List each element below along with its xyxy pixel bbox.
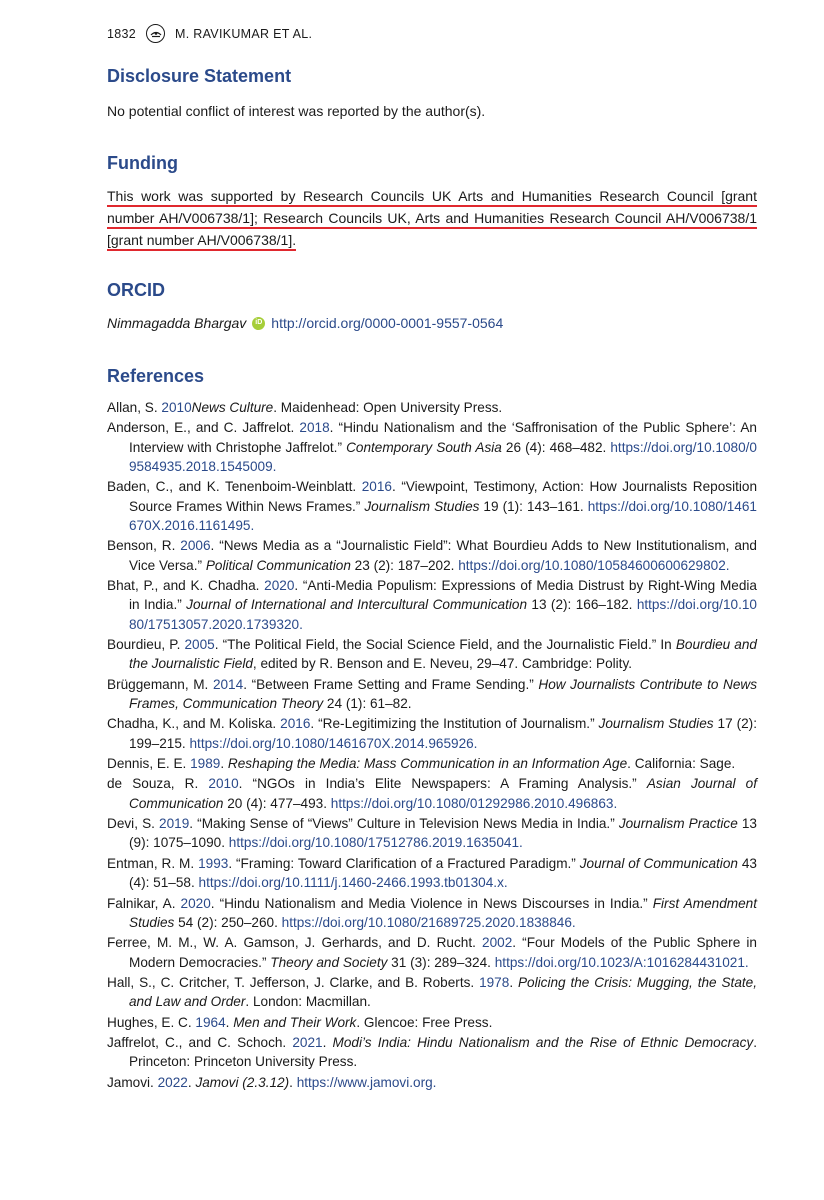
reference-details: . London: Macmillan. [245, 994, 371, 1010]
reference-details: 13 (2): 166–182. [527, 597, 637, 613]
reference-title: . “Viewpoint, Testimony, Action: How Journalists Reposition Source Frames Within News Frames.” [129, 479, 758, 514]
orcid-entry [107, 312, 757, 334]
reference-item [107, 894, 757, 933]
reference-authors: Bourdieu, P. [107, 637, 185, 653]
reference-details: , edited by R. Benson and E. Neveu, 29–47. Cambridge: Polity. [252, 656, 633, 672]
reference-authors: Entman, R. M. [107, 855, 199, 871]
reference-doi-link[interactable]: https://doi.org/10.1080/1461670X.2014.965926. [189, 735, 478, 751]
funding-heading: Funding [107, 153, 178, 173]
reference-details: 54 (2): 250–260. [174, 914, 282, 930]
reference-year-link[interactable]: 2020 [180, 895, 211, 911]
reference-year-link[interactable]: 2010 [161, 400, 192, 415]
reference-item [107, 1073, 757, 1092]
reference-doi-link[interactable]: https://www.jamovi.org. [296, 1074, 437, 1090]
reference-authors: Benson, R. [107, 538, 181, 554]
funding-underlined-text: This work was supported by Research Councils UK Arts and Humanities Research Council [grant number AH/V006738/1]; Research Councils UK, Arts and Humanities Research Council AH/V006738/1 [grant number AH/V006738/1]. [107, 188, 757, 251]
reference-title: . “Between Frame Setting and Frame Sending.” [243, 676, 539, 692]
reference-title: . “News Media as a “Journalistic Field”: What Bourdieu Adds to New Institutionalism, and Vice Versa.” [129, 538, 757, 573]
reference-item [107, 398, 757, 417]
reference-item [107, 477, 757, 535]
reference-item [107, 774, 757, 813]
reference-item [107, 576, 757, 634]
reference-year-link[interactable]: 1993 [198, 855, 229, 871]
reference-details: . Glencoe: Free Press. [356, 1014, 493, 1030]
reference-title: . [225, 1014, 234, 1030]
reference-source: Asian Journal of Communication [129, 776, 757, 811]
running-title: M. RAVIKUMAR ET AL. [175, 26, 313, 41]
reference-authors: Ferree, M. M., W. A. Gamson, J. Gerhards, and D. Rucht. [107, 935, 483, 951]
reference-year-link[interactable]: 2021 [292, 1035, 323, 1050]
reference-doi-link[interactable]: https://doi.org/10.1080/01292986.2010.496863. [330, 795, 618, 811]
reference-authors: Chadha, K., and M. Koliska. [107, 716, 281, 732]
reference-source: Men and Their Work [233, 1014, 357, 1030]
reference-details: 24 (1): 61–82. [323, 696, 412, 712]
reference-source: News Culture [191, 400, 274, 415]
reference-doi-link[interactable]: https://doi.org/10.1080/21689725.2020.1838846. [281, 914, 576, 930]
reference-source: Contemporary South Asia [346, 439, 502, 455]
reference-item [107, 933, 757, 972]
reference-title: . [187, 1074, 196, 1090]
reference-year-link[interactable]: 1964 [195, 1014, 226, 1030]
reference-title: . “Four Models of the Public Sphere in Modern Democracies.” [129, 935, 757, 970]
publisher-logo-icon [146, 24, 165, 43]
reference-item [107, 536, 757, 575]
reference-authors: Dennis, E. E. [107, 756, 191, 772]
reference-details: 17 (2): 199–215. [129, 716, 757, 751]
reference-authors: Devi, S. [107, 816, 160, 832]
reference-year-link[interactable]: 2002 [482, 935, 513, 951]
reference-title: . “The Political Field, the Social Science Field, and the Journalistic Field.” In [214, 637, 676, 653]
reference-source: Journalism Studies [598, 716, 714, 732]
reference-details: 23 (2): 187–202. [350, 557, 459, 573]
reference-title: . [220, 756, 228, 772]
reference-doi-link[interactable]: https://doi.org/10.1111/j.1460-2466.1993.tb01304.x. [198, 875, 508, 891]
reference-item [107, 635, 757, 674]
reference-authors: Jamovi. [107, 1074, 158, 1090]
reference-details: . Princeton: Princeton University Press. [129, 1035, 757, 1070]
reference-title: . “Framing: Toward Clarification of a Fractured Paradigm.” [228, 855, 580, 871]
reference-doi-link[interactable]: https://doi.org/10.1080/10584600600629802. [458, 557, 730, 573]
reference-authors: Brüggemann, M. [107, 676, 213, 692]
reference-item [107, 1013, 757, 1032]
reference-source: Bourdieu and the Journalistic Field [129, 637, 757, 672]
reference-source: Reshaping the Media: Mass Communication in an Information Age [227, 756, 628, 772]
disclosure-text: No potential conflict of interest was reported by the author(s). [107, 103, 486, 119]
orcid-icon: iD [252, 317, 265, 330]
reference-authors: Baden, C., and K. Tenenboim-Weinblatt. [107, 479, 362, 495]
reference-source: Journalism Practice [618, 816, 738, 832]
reference-details: 19 (1): 143–161. [479, 498, 588, 514]
reference-source: Modi’s India: Hindu Nationalism and the Rise of Ethnic Democracy [332, 1035, 754, 1050]
reference-year-link[interactable]: 2006 [180, 538, 211, 554]
running-header [107, 24, 312, 43]
reference-authors: Anderson, E., and C. Jaffrelot. [107, 420, 300, 436]
reference-title: . “Re-Legitimizing the Institution of Journalism.” [310, 716, 599, 732]
reference-source: Jamovi (2.3.12) [195, 1074, 290, 1090]
funding-text [107, 185, 757, 251]
reference-doi-link[interactable]: https://doi.org/10.1080/1461670X.2016.1161495. [129, 498, 757, 533]
orcid-link[interactable]: http://orcid.org/0000-0001-9557-0564 [271, 315, 504, 331]
reference-item [107, 1033, 757, 1072]
reference-authors: Hughes, E. C. [107, 1014, 196, 1030]
disclosure-heading: Disclosure Statement [107, 66, 292, 86]
reference-year-link[interactable]: 2020 [264, 578, 295, 594]
page-number: 1832 [107, 26, 137, 41]
reference-title: . “NGOs in India’s Elite Newspapers: A Framing Analysis.” [238, 776, 647, 792]
reference-year-link[interactable]: 2019 [159, 816, 190, 832]
reference-title: . “Hindu Nationalism and Media Violence in News Discourses in India.” [210, 895, 653, 911]
reference-list [107, 398, 757, 1093]
reference-year-link[interactable]: 2018 [299, 420, 330, 436]
reference-source: Theory and Society [270, 954, 388, 970]
reference-title: . [322, 1035, 333, 1050]
reference-item [107, 854, 757, 893]
reference-doi-link[interactable]: https://doi.org/10.1080/17512786.2019.1635041. [228, 835, 523, 851]
reference-title: . [509, 974, 518, 990]
reference-source: Journal of International and Intercultural Communication [186, 597, 528, 613]
reference-year-link[interactable]: 2022 [157, 1074, 188, 1090]
orcid-heading: ORCID [107, 280, 165, 300]
reference-authors: Bhat, P., and K. Chadha. [107, 578, 265, 594]
reference-title: . “Hindu Nationalism and the ‘Saffronisation of the Public Sphere’: An Interview with Christophe Jaffrelot.” [129, 420, 757, 455]
reference-authors: Falnikar, A. [107, 895, 181, 911]
reference-title: . “Making Sense of “Views” Culture in Television News Media in India.” [189, 816, 619, 832]
reference-details: 26 (4): 468–482. [501, 439, 611, 455]
reference-title: . “Anti-Media Populism: Expressions of Media Distrust by Right-Wing Media in India.” [129, 578, 757, 613]
reference-year-link[interactable]: 2014 [212, 676, 244, 692]
reference-item [107, 754, 757, 773]
reference-year-link[interactable]: 1989 [190, 756, 221, 772]
orcid-author: Nimmagadda Bhargav [107, 315, 247, 331]
reference-item [107, 675, 757, 714]
reference-doi-link[interactable]: https://doi.org/10.1080/09584935.2018.1545009. [129, 439, 757, 474]
reference-item [107, 814, 757, 853]
reference-source: How Journalists Contribute to News Frames, Communication Theory [129, 676, 758, 712]
reference-details: . California: Sage. [627, 756, 736, 772]
reference-source: Journalism Studies [364, 498, 480, 514]
reference-details: 20 (4): 477–493. [223, 795, 331, 811]
reference-item [107, 714, 757, 753]
reference-doi-link[interactable]: https://doi.org/10.1080/17513057.2020.1739320. [129, 597, 757, 632]
reference-source: Policing the Crisis: Mugging, the State, and Law and Order [129, 974, 757, 1010]
reference-year-link[interactable]: 2005 [184, 637, 215, 653]
reference-details: . Maidenhead: Open University Press. [273, 400, 503, 415]
reference-source: Journal of Communication [579, 855, 738, 871]
reference-authors: Jaffrelot, C., and C. Schoch. [107, 1035, 293, 1050]
reference-details: 31 (3): 289–324. [387, 954, 495, 970]
reference-item [107, 418, 757, 476]
reference-authors: de Souza, R. [107, 776, 209, 792]
reference-year-link[interactable]: 2016 [280, 716, 311, 732]
reference-details: 43 (4): 51–58. [129, 855, 757, 891]
reference-details: . [289, 1074, 297, 1090]
reference-year-link[interactable]: 2016 [361, 479, 392, 495]
reference-authors: Allan, S. [107, 400, 162, 415]
reference-year-link[interactable]: 2010 [208, 776, 239, 792]
reference-year-link[interactable]: 1978 [479, 974, 510, 990]
reference-source: First Amendment Studies [129, 895, 757, 930]
reference-details: 13 (9): 1075–1090. [129, 816, 757, 851]
reference-doi-link[interactable]: https://doi.org/10.1023/A:1016284431021. [494, 954, 749, 970]
reference-authors: Hall, S., C. Critcher, T. Jefferson, J. Clarke, and B. Roberts. [107, 974, 480, 990]
reference-item [107, 973, 757, 1012]
references-heading: References [107, 366, 205, 386]
reference-source: Political Communication [205, 557, 351, 573]
